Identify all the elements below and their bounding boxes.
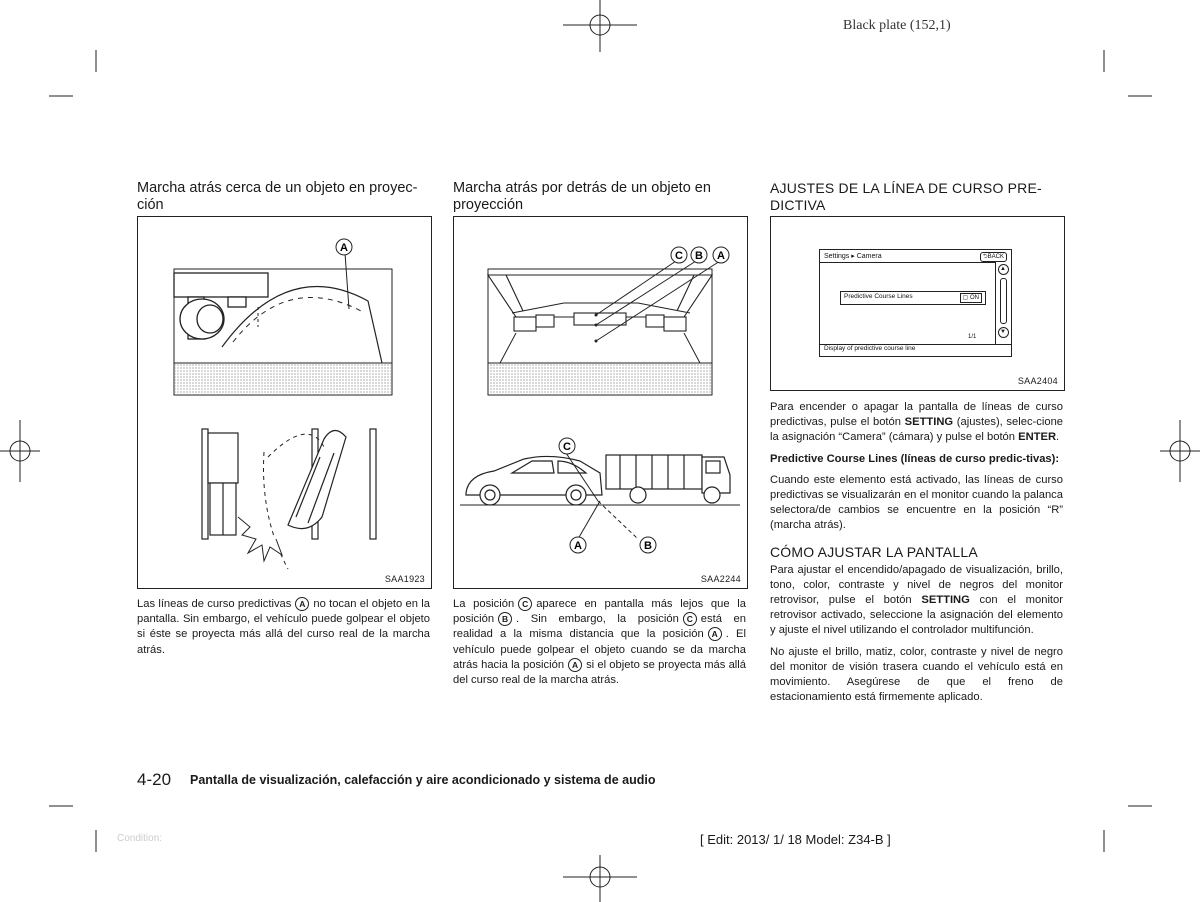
figure-code-saa2244: SAA2244 bbox=[700, 574, 741, 584]
fig2-label-b-side: B bbox=[644, 540, 652, 552]
col2-t3: . Sin embargo, la posición bbox=[516, 613, 679, 626]
scroll-down-icon: ▼ bbox=[998, 327, 1009, 338]
col1-heading: Marcha atrás cerca de un objeto en proyec- ción bbox=[137, 180, 418, 213]
col2-t2: aparece en pantalla más lejos que la posición bbox=[453, 598, 746, 626]
p1-text: Para encender o apagar la pantalla de líneas de curso predictivas, pulse el botón bbox=[770, 401, 1063, 429]
edit-info: [ Edit: 2013/ 1/ 18 Model: Z34-B ] bbox=[700, 832, 891, 847]
col2-t1: La posición bbox=[453, 598, 515, 610]
col1-paragraph bbox=[137, 597, 430, 658]
predictive-course-lines-label: Predictive Course Lines bbox=[844, 293, 913, 300]
figure-saa2244 bbox=[453, 216, 748, 589]
marker-c: C bbox=[518, 597, 532, 611]
col2-t5: . El vehículo puede golpear el objeto cuando se da marcha atrás hacia la posición bbox=[453, 628, 746, 671]
col3-heading: AJUSTES DE LA LÍNEA DE CURSO PRE- DICTIVA bbox=[770, 180, 1042, 213]
p4-post: con el monitor retrovisor activado, seleccione la asignación del elemento y ajuste el nivel utilizando el controlador multifunción. bbox=[770, 594, 1063, 637]
marker-c: C bbox=[683, 612, 697, 626]
condition-label: Condition: bbox=[117, 833, 163, 844]
col3-subheading: CÓMO AJUSTAR LA PANTALLA bbox=[770, 543, 978, 560]
scroll-track bbox=[1000, 278, 1007, 324]
figure-saa1923-illustration bbox=[138, 217, 431, 588]
p1-mid: (ajustes), selec-cione la asignación “Camera” (cámara) y pulse el botón bbox=[770, 416, 1064, 444]
fig2-label-c-top: C bbox=[675, 250, 683, 262]
marker-a: A bbox=[708, 627, 722, 641]
page-number: 4-20 bbox=[137, 770, 172, 789]
camera-settings-screen bbox=[819, 249, 1012, 357]
marker-b: B bbox=[498, 612, 512, 626]
screen-status-text: Display of predictive course line bbox=[824, 345, 916, 352]
col3-paragraph-4 bbox=[770, 563, 1063, 639]
col3-paragraph-1 bbox=[770, 400, 1063, 446]
fig2-label-c-side: C bbox=[563, 441, 571, 453]
screen-page-indicator: 1/1 bbox=[968, 334, 977, 340]
screen-scroll-column bbox=[995, 262, 1010, 344]
p1-end: . bbox=[1056, 431, 1060, 444]
col3-paragraph-3: Cuando este elemento está activado, las líneas de curso predictivas se visualizarán en el monitor cuando la palanca selectora/de cambios se encuentre en la posición “R” (marcha atrás). bbox=[770, 473, 1063, 532]
col3-paragraph-5: No ajuste el brillo, matiz, color, contraste y nivel de negro del monitor de visión trasera cuando el vehículo está en movimiento. Asegúrese de que el freno de estacionamiento está firmemente aplicado. bbox=[770, 645, 1063, 704]
screen-breadcrumb: Settings ▸ Camera bbox=[824, 253, 882, 260]
fig2-label-b-top: B bbox=[695, 250, 703, 262]
screen-item-row bbox=[840, 291, 986, 305]
enter-keyword: ENTER bbox=[1018, 431, 1057, 444]
back-label: BACK bbox=[987, 254, 1004, 260]
col3-body bbox=[770, 400, 1063, 711]
marker-a: A bbox=[295, 597, 309, 611]
on-toggle bbox=[960, 293, 982, 303]
toggle-label: ON bbox=[970, 295, 979, 301]
col1-body bbox=[137, 597, 430, 664]
screen-divider bbox=[820, 262, 995, 263]
col2-body bbox=[453, 597, 746, 694]
col2-t6: si el objeto se proyecta más allá del curso real de la marcha atrás. bbox=[453, 658, 746, 687]
fig2-label-a-top: A bbox=[717, 250, 725, 262]
toggle-indicator-icon: ▢ bbox=[962, 295, 969, 301]
setting-keyword: SETTING bbox=[904, 416, 954, 429]
col3-paragraph-2 bbox=[770, 452, 1063, 467]
figure-saa1923 bbox=[137, 216, 432, 589]
figure-code-saa1923: SAA1923 bbox=[384, 574, 425, 584]
figure-code-saa2404: SAA2404 bbox=[1017, 376, 1058, 386]
col2-heading: Marcha atrás por detrás de un objeto en proyección bbox=[453, 180, 711, 213]
figure-saa2244-illustration bbox=[454, 217, 747, 588]
col2-t4: está en realidad a la misma distancia que la posición bbox=[453, 613, 746, 641]
back-icon: ⮌ bbox=[982, 254, 988, 260]
col1-text-pre: Las líneas de curso predictivas bbox=[137, 598, 292, 610]
scroll-up-icon: ▲ bbox=[998, 264, 1009, 275]
screen-back-button bbox=[980, 252, 1007, 262]
col2-paragraph bbox=[453, 597, 746, 688]
p4-text: Para ajustar el encendido/apagado de visualización, brillo, tono, color, contraste y nivel de negros del monitor retrovisor, pulse el botón bbox=[770, 563, 1063, 607]
fig1-label-a: A bbox=[340, 242, 348, 254]
predictive-lines-title: Predictive Course Lines (líneas de curso predic-tivas): bbox=[770, 452, 1060, 465]
marker-a: A bbox=[568, 658, 582, 672]
section-title: Pantalla de visualización, calefacción y aire acondicionado y sistema de audio bbox=[190, 773, 656, 787]
fig2-label-a-side: A bbox=[574, 540, 582, 552]
col1-text-post: no tocan el objeto en la pantalla. Sin embargo, el vehículo puede golpear el objeto si éste se proyecta más allá del curso real de la marcha atrás. bbox=[137, 598, 430, 656]
figure-saa2404 bbox=[770, 216, 1065, 391]
setting-keyword-2: SETTING bbox=[921, 594, 970, 607]
black-plate-label: Black plate (152,1) bbox=[843, 18, 951, 33]
